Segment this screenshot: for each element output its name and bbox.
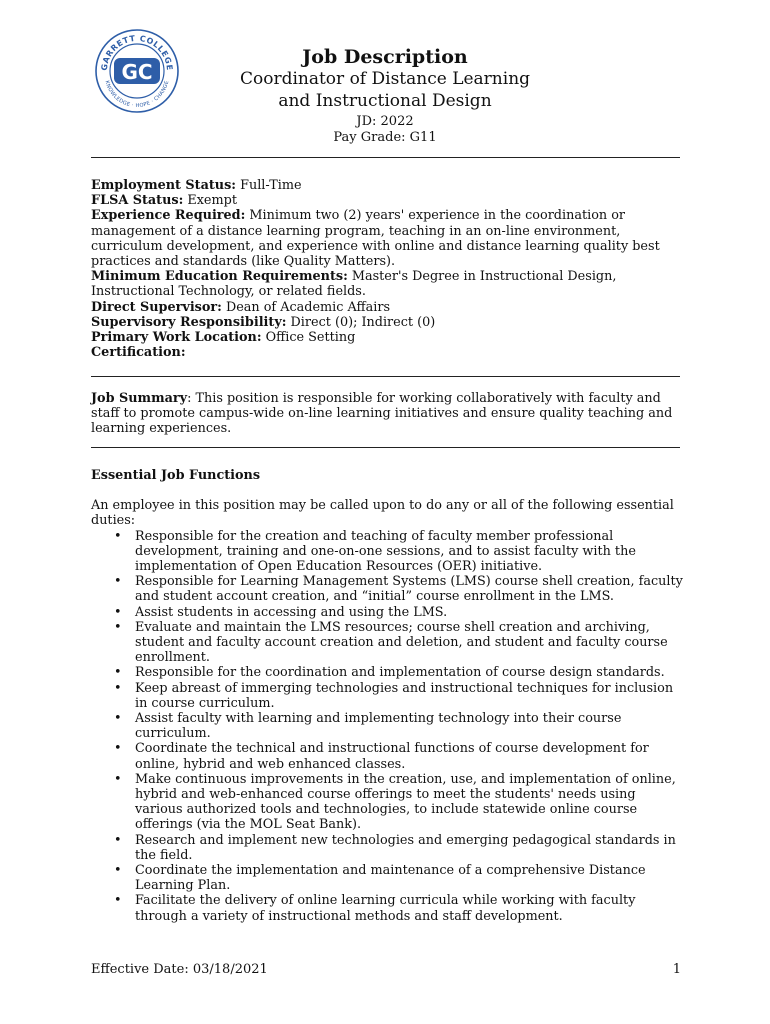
logo-ring-bottom-text: KNOWLEDGE · HOPE · CHANGE	[103, 80, 171, 110]
field-label: Supervisory Responsibility:	[91, 314, 287, 330]
field-label: Experience Required:	[91, 208, 246, 224]
list-item: • Responsible for Learning Management Systems (LMS) course shell creation, faculty and student account creation, and “initial” course enrollment in the LMS.	[91, 574, 683, 604]
pay-grade: Pay Grade: G11	[333, 130, 437, 145]
field-employment-status	[91, 178, 683, 193]
list-item: • Research and implement new technologies and emerging pedagogical standards in the field.	[91, 833, 683, 863]
page-footer	[91, 962, 681, 977]
field-value: Direct (0); Indirect (0)	[286, 314, 436, 330]
jd-number: JD: 2022	[356, 114, 414, 129]
college-logo	[94, 28, 180, 114]
college-seal-icon	[94, 28, 180, 114]
page-number: 1	[672, 962, 681, 977]
section-heading: Essential Job Functions	[91, 468, 261, 483]
effective-date: Effective Date: 03/18/2021	[91, 962, 268, 977]
field-value: Master's Degree in Instructional Design, Instructional Technology, or related fields.	[91, 269, 617, 300]
field-supervisory-responsibility	[91, 315, 683, 330]
field-label: Minimum Education Requirements:	[91, 269, 348, 285]
field-flsa-status	[91, 193, 683, 208]
job-fields	[91, 178, 683, 360]
field-label: FLSA Status:	[91, 193, 184, 209]
document-title: Job Description	[302, 46, 468, 68]
field-label: Certification:	[91, 345, 186, 361]
field-min-education	[91, 269, 683, 299]
duties-list	[91, 529, 683, 924]
field-certification	[91, 345, 683, 360]
job-title-line-1: Coordinator of Distance Learning	[239, 69, 531, 89]
header-divider	[91, 157, 680, 158]
list-item: • Evaluate and maintain the LMS resources; course shell creation and archiving, student and faculty account creation and deletion, and student and faculty course enrollment.	[91, 620, 683, 666]
field-value: Dean of Academic Affairs	[221, 299, 391, 315]
list-item: • Assist students in accessing and using the LMS.	[91, 605, 683, 620]
fields-divider	[91, 376, 680, 377]
document-header	[210, 46, 560, 146]
job-summary	[91, 391, 683, 437]
field-value: Office Setting	[261, 330, 356, 346]
list-item: • Coordinate the implementation and maintenance of a comprehensive Distance Learning Plan.	[91, 863, 683, 893]
job-title-line-2: and Instructional Design	[278, 91, 492, 111]
field-label: Primary Work Location:	[91, 330, 262, 346]
essential-functions-section	[91, 468, 683, 924]
field-label: Direct Supervisor:	[91, 299, 222, 315]
field-label: Employment Status:	[91, 178, 237, 193]
logo-monogram: GC	[121, 60, 153, 84]
list-item: • Coordinate the technical and instructional functions of course development for online, hybrid and web enhanced classes.	[91, 741, 683, 771]
field-experience-required	[91, 208, 683, 269]
list-item: • Keep abreast of immerging technologies and instructional techniques for inclusion in course curriculum.	[91, 681, 683, 711]
essential-intro: An employee in this position may be called upon to do any or all of the following essential duties:	[91, 498, 674, 529]
field-primary-work-location	[91, 330, 683, 345]
field-value: Minimum two (2) years' experience in the coordination or management of a distance learning program, teaching in an on-line environment, curriculum development, and experience with online and distance learning quality best practices and standards (like Quality Matters).	[91, 208, 660, 270]
field-value: Full-Time	[236, 178, 302, 193]
summary-divider	[91, 447, 680, 448]
list-item: • Facilitate the delivery of online learning curricula while working with faculty through a variety of instructional methods and staff development.	[91, 893, 683, 923]
job-summary-label: Job Summary	[91, 391, 188, 406]
list-item: • Assist faculty with learning and implementing technology into their course curriculum.	[91, 711, 683, 741]
list-item: • Make continuous improvements in the creation, use, and implementation of online, hybrid and web-enhanced course offerings to meet the students' needs using various authorized tools and technologies, to include statewide online course offerings (via the MOL Seat Bank).	[91, 772, 683, 833]
field-direct-supervisor	[91, 300, 683, 315]
logo-ring-top-text: GARRETT COLLEGE	[99, 33, 175, 72]
field-value: Exempt	[183, 193, 237, 209]
job-summary-text: : This position is responsible for working collaboratively with faculty and staff to promote campus-wide on-line learning initiatives and ensure quality teaching and learning experiences.	[91, 391, 673, 437]
list-item: • Responsible for the coordination and implementation of course design standards.	[91, 665, 683, 680]
list-item: • Responsible for the creation and teaching of faculty member professional development, training and one-on-one sessions, and to assist faculty with the implementation of Open Education Resources (OER) initiative.	[91, 529, 683, 575]
